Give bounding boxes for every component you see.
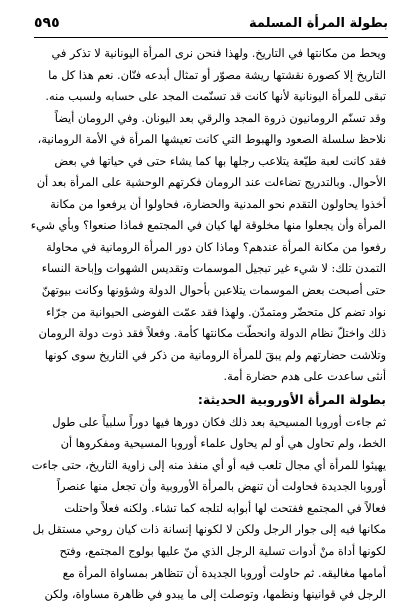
- text-line: وقد تسنّم الرومانيون ذروة المجد والرقي بعد اليونان. وفي الرومان أيضاً: [54, 111, 386, 125]
- page-body: [30, 43, 386, 606]
- section-heading: بطولة المرأة الأوروبية الحديثة:: [197, 391, 386, 407]
- text-line: نلاحظ سلسلة الصعود والهبوط التي كانت تعيشها المرأة في الأمة الرومانية،: [37, 133, 386, 147]
- text-line: رفعوا من مكانة المرأة عندهم؟ وماذا كان دور المرأة الرومانية في محاولة: [46, 240, 386, 254]
- text-line: مكانها فيه إلى جوار الرجل ولكن لا لكونها إنسانة ذات كيان روحي مستقل بل: [32, 523, 386, 537]
- text-line: ثم جاءت أوروبا المسيحية بعد ذلك فكان دورها فيها دوراً سلبياً على طول: [52, 415, 386, 429]
- running-title: بطولة المرأة المسلمة: [249, 15, 388, 31]
- text-line: وتلاشت حضارتهم ولم يبقَ للمرأة الرومانية من ذكر في التاريخ سوى كونها: [44, 348, 386, 362]
- paragraph: [30, 412, 386, 606]
- text-line: أوروبا الجديدة فحاولت أن تنهض بالمرأة الأوروبية وأن تجعل منها عنصراً: [56, 480, 386, 494]
- text-line: الأحوال. وبالتدريج تضاءلت عند الرومان فكرتهم الوحشية على المرأة بعد أن: [36, 176, 386, 190]
- paragraph: [30, 108, 386, 388]
- text-line: أنثى ساعدت على هدم حضارة أمة.: [223, 370, 386, 384]
- text-line: التمدن تلك: لا شيء غير تبجيل الموسمات وتقديس الشهوات وإباحة النساء: [41, 262, 386, 276]
- text-line: ذلك واختلّ نظام الدولة وانحطّت مكانتها كأمة. وفعلاً فقد ذوت دولة الرومان: [38, 327, 386, 341]
- paragraph: [30, 43, 386, 108]
- text-line: ويحط من مكانتها في التاريخ. ولهذا فنحن نرى المرأة اليونانية لا تذكر في: [51, 47, 386, 60]
- page-number: ٥٩٥: [34, 15, 60, 31]
- page-header: [34, 12, 388, 34]
- text-line: يهيئوا للمرأة أي مجال تلعب فيه أو أي منفذ منه إلى زاوية التاريخ، حتى جاءت: [31, 458, 386, 472]
- text-line: لكونها أداة منْ أدوات تسلية الرجل الذي منّ عليها بولوج المجتمع، وفتح: [59, 545, 386, 559]
- text-line: فقد كانت لعبة طيّعة يتلاعب رجلها بها كما يشاء حتى في حياتها في بعض: [54, 154, 386, 168]
- text-line: الرجل في قوانينها ونظمها، وتوصلت إلى ما يبدو في ظاهرة مساواة، ولكن: [44, 588, 386, 602]
- text-line: المرأة وأن يجعلوا منها مخلوقة لها كيان في المجتمع فماذا صنعوا؟ وبأي شيء: [30, 219, 386, 233]
- text-line: نواد تضم كل متحضّر ومتمدّن. ولهذا فقد عمّت الفوضى الحيوانية من جرّاء: [46, 305, 386, 319]
- text-line: أمامها مغاليقه. ثم حاولت أوروبا الجديدة أن تتظاهر بمساواة المرأة مع: [62, 566, 386, 580]
- text-line: حتى أصبحت بعض الموسمات يتلاعبن بأحوال الدولة وشؤونها وكانت بيوتهنّ: [41, 284, 386, 298]
- text-line: التاريخ إلا كصورة نقشتها ريشة مصوّر أو تمثال أبدعه فنّان. نعم هذا كل ما: [48, 68, 386, 82]
- header-rule: [34, 37, 388, 38]
- text-line: فعالاً في المجتمع ففتحت لها أبوابه لتلجه كما تشاء. ولكنه فعلاً واحتلت: [64, 501, 386, 515]
- text-line: أخذوا يحاولون التقدم نحو المدنية والحضارة، فحاولوا أن يرفعوا من مكانة: [50, 197, 386, 211]
- text-line: الخط، ولم تحاول هي أو لم يحاول علماء أوروبا المسيحية ومفكروها أن: [60, 437, 386, 451]
- text-line: تبقى للمرأة اليونانية لأنها كانت قد تسنّمت المجد على حسابه ولسبب منه.: [45, 90, 386, 104]
